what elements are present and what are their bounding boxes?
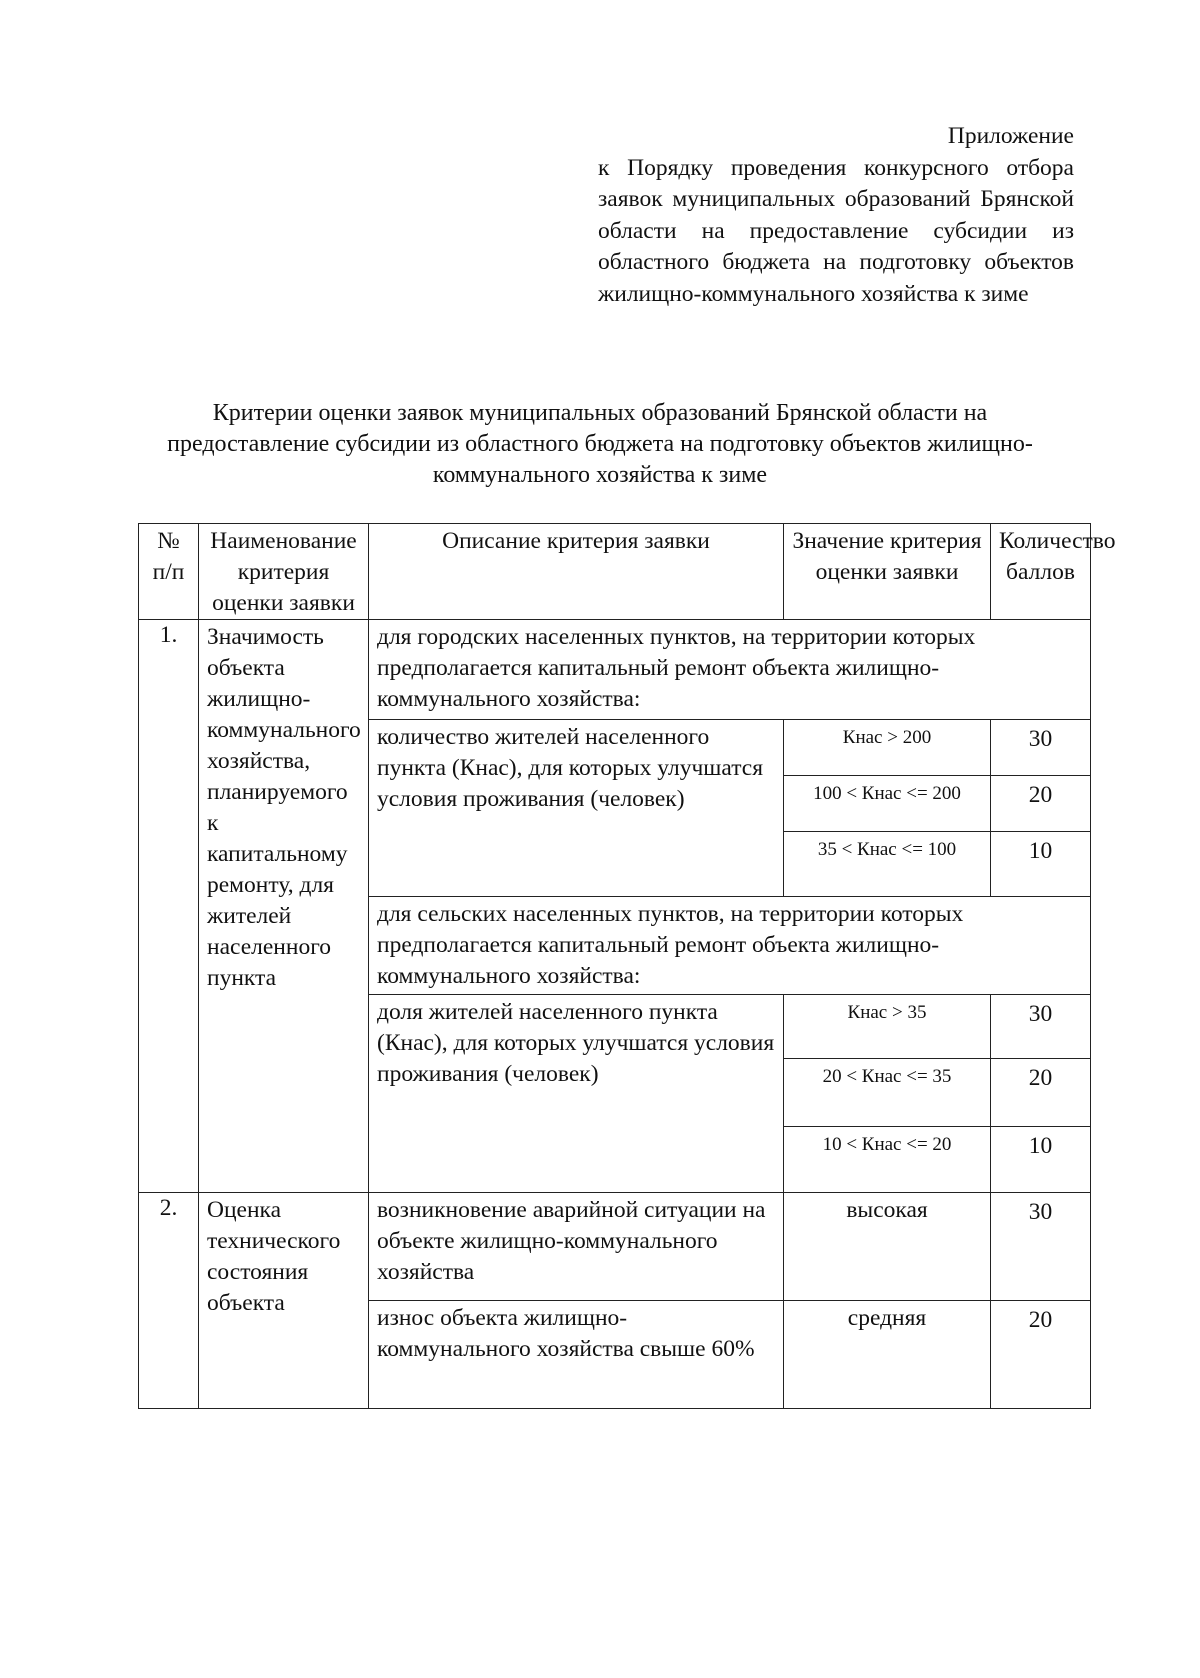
row-1-rural-description: доля жителей населенного пункта (Кнас), для которых улучшатся условия проживания (человек) [369, 995, 784, 1193]
row-2-points-1: 30 [991, 1193, 1091, 1301]
row-1-rural-points-1: 30 [991, 995, 1091, 1059]
table-row [139, 1193, 1091, 1301]
row-2-name: Оценка технического состояния объекта [199, 1193, 369, 1409]
row-2-points-2: 20 [991, 1301, 1091, 1409]
row-1-rural-points-2: 20 [991, 1059, 1091, 1127]
row-1-urban-points-3: 10 [991, 832, 1091, 897]
header-description: Описание критерия заявки [369, 524, 784, 620]
appendix-block [598, 121, 1074, 310]
table-header-row [139, 524, 1091, 620]
row-2-description-1: возникновение аварийной ситуации на объекте жилищно-коммунального хозяйства [369, 1193, 784, 1301]
row-1-urban-value-1: Кнас > 200 [784, 720, 991, 776]
document-title: Критерии оценки заявок муниципальных образований Брянской области на предоставление субсидии из областного бюджета на подготовку объектов жилищно-коммунального хозяйства к зиме [167, 400, 1033, 488]
header-points: Количество баллов [991, 524, 1091, 620]
criteria-table [138, 523, 1116, 1409]
header-name: Наименование критерия оценки заявки [199, 524, 369, 620]
row-1-rural-value-3: 10 < Кнас <= 20 [784, 1127, 991, 1193]
appendix-title: Приложение [947, 123, 1074, 149]
row-2-value-2: средняя [784, 1301, 991, 1409]
row-2-value-1: высокая [784, 1193, 991, 1301]
row-1-urban-points-2: 20 [991, 776, 1091, 832]
header-value: Значение критерия оценки заявки [784, 524, 991, 620]
row-2-num: 2. [139, 1193, 199, 1409]
appendix-text: к Порядку проведения конкурсного отбора заявок муниципальных образований Брянской области на предоставление субсидии из областного бюджета на подготовку объектов жилищно-коммунального хозяйства к зиме [598, 154, 1074, 307]
row-2-description-2: износ объекта жилищно-коммунального хозяйства свыше 60% [369, 1301, 784, 1409]
row-1-urban-heading: для городских населенных пунктов, на территории которых предполагается капитальный ремонт объекта жилищно-коммунального хозяйства: [369, 620, 1091, 720]
row-1-urban-points-1: 30 [991, 720, 1091, 776]
row-1-rural-value-1: Кнас > 35 [784, 995, 991, 1059]
row-1-urban-value-2: 100 < Кнас <= 200 [784, 776, 991, 832]
row-1-urban-description: количество жителей населенного пункта (Кнас), для которых улучшатся условия проживания (человек) [369, 720, 784, 897]
row-1-num: 1. [139, 620, 199, 1193]
row-1-rural-value-2: 20 < Кнас <= 35 [784, 1059, 991, 1127]
row-1-rural-points-3: 10 [991, 1127, 1091, 1193]
header-num: № п/п [139, 524, 199, 620]
table-row [139, 620, 1091, 720]
row-1-rural-heading: для сельских населенных пунктов, на территории которых предполагается капитальный ремонт объекта жилищно-коммунального хозяйства: [369, 897, 1091, 995]
row-1-name: Значимость объекта жилищно-коммунального хозяйства, планируемого к капитальному ремонту, для жителей населенного пункта [199, 620, 369, 1193]
row-1-urban-value-3: 35 < Кнас <= 100 [784, 832, 991, 897]
